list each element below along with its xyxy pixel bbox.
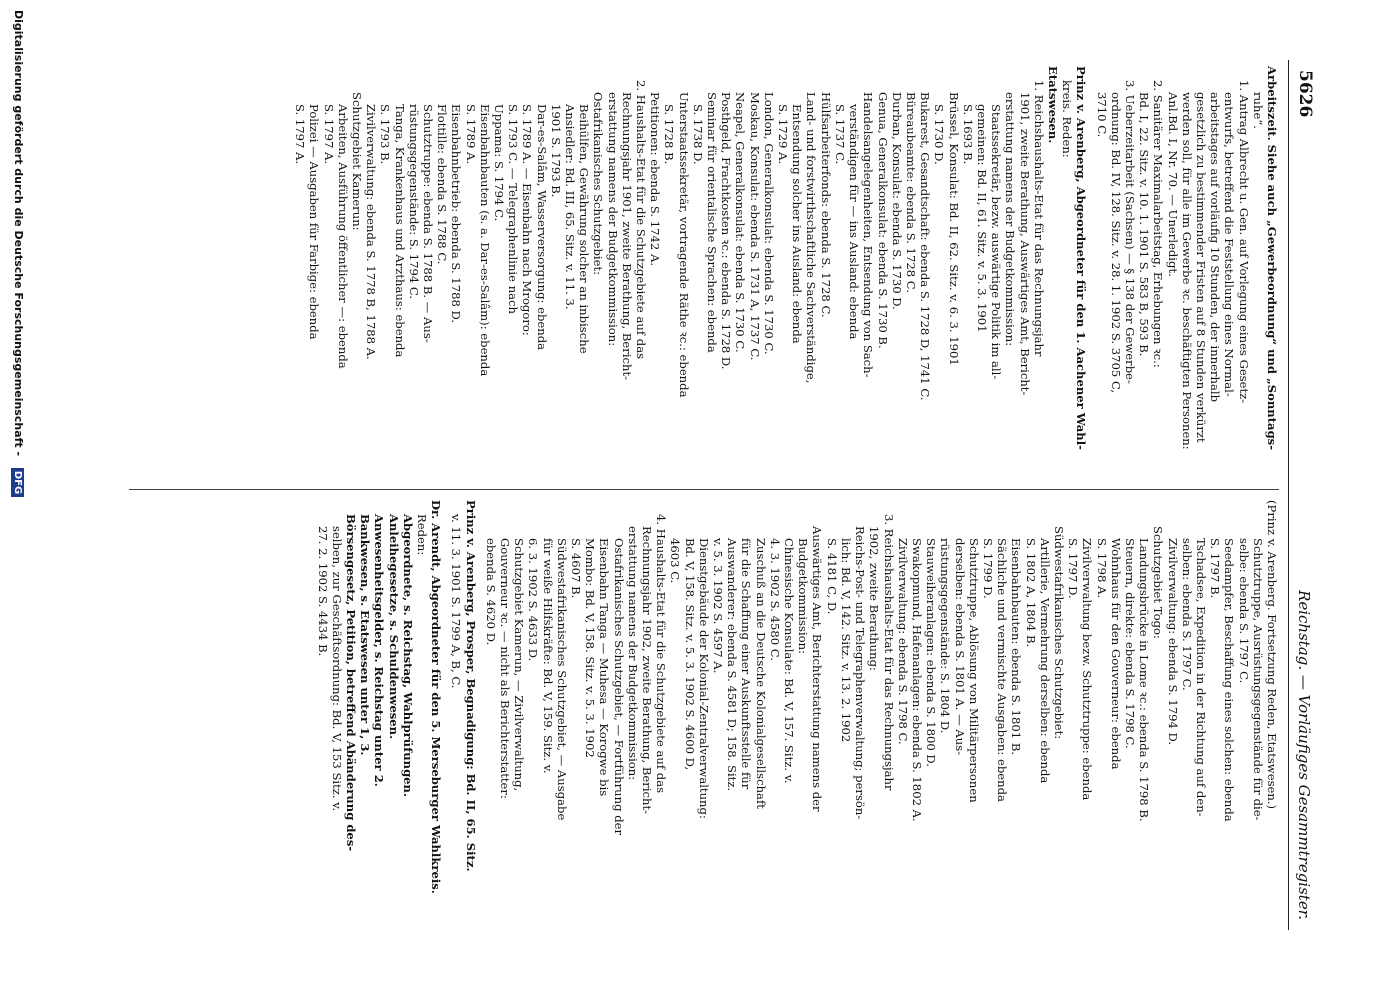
index-line: Ansiedler: Bd. III, 65. Sitz. v. 11. 3. bbox=[563, 104, 578, 310]
index-line: ebenda S. 4620 D. bbox=[483, 538, 498, 646]
index-line: v. 11. 3. 1901 S. 1799 A, B, C. bbox=[449, 514, 464, 689]
index-line: Reichs-Post- und Telegraphenverwaltung; persön- bbox=[853, 526, 868, 820]
index-line: Schutzgebiet Togo: bbox=[1151, 526, 1166, 639]
index-line: Südwestafrikanisches Schutzgebiet: bbox=[1051, 526, 1066, 740]
index-line: für die Schaffung einer Auskunftsstelle für bbox=[739, 538, 754, 790]
index-line: Mombo: Bd. V, 158. Sitz. v. 5. 3. 1902 bbox=[583, 538, 598, 758]
index-line: Chinesische Konsulate: Bd. V, 157. Sitz. v. bbox=[782, 538, 797, 784]
index-line: gesetzlich zu bestimmender Fristen auf 8 Stunden verkürzt bbox=[1193, 92, 1208, 443]
index-line: S. 4181 C, D. bbox=[824, 538, 839, 615]
index-line: Prinz v. Arenberg, Abgeordneter für den 1. Aachener Wahl- bbox=[1074, 66, 1089, 450]
index-line: Eisenbahnbauten (s. a. Dar-es-Salâm): ebenda bbox=[477, 104, 492, 377]
index-line: S. 1797 A. bbox=[321, 104, 336, 165]
index-line: 1. Reichshaushalts-Etat für das Rechnungsjahr bbox=[1031, 80, 1046, 357]
index-line: S. 1737 C. bbox=[832, 104, 847, 165]
index-line: Ostafrikanisches Schutzgebiet, — Fortführung der bbox=[611, 538, 626, 836]
index-line: Arbeitszeit. Siehe auch „Gewerbeordnung“ und „Sonntags- bbox=[1265, 66, 1279, 451]
index-line: Dar-es-Salâm, Wasserversorgung: ebenda bbox=[534, 104, 549, 351]
index-line: Dr. Arendt, Abgeordneter für den 5. Merseburger Wahlkreis. bbox=[429, 500, 444, 894]
index-line: Auswärtiges Amt, Berichterstattung namens der bbox=[810, 526, 825, 812]
index-line: Schutzgebiet Kamerun, — Zivilverwaltung, bbox=[512, 538, 527, 792]
index-line: Südwestafrikanisches Schutzgebiet, — Ausgabe bbox=[554, 538, 569, 821]
index-line: lich: Bd. V, 142. Sitz. v. 13. 2. 1902 bbox=[838, 538, 853, 743]
index-line: arbeitstages auf vorläufig 10 Stunden, der innerhalb bbox=[1208, 92, 1223, 403]
index-line: Eisenbahnbauten: ebenda S. 1801 B. bbox=[1009, 538, 1024, 756]
index-line: S. 4607 B. bbox=[569, 538, 584, 599]
index-line: 27. 2. 1902 S. 4434 B. bbox=[315, 526, 330, 657]
index-line: S. 1730 D. bbox=[932, 104, 947, 165]
credit-text: Digitalisierung gefördert durch die Deutsche Forschungsgemeinschaft - bbox=[12, 10, 25, 457]
index-line: erstattung namens der Budgetkommission: bbox=[625, 526, 640, 781]
index-line: Beihülfen, Gewährung solcher an inbische bbox=[577, 104, 592, 354]
index-line: Bd. I, 22. Sitz. v. 10. 1. 1901 S. 583 B, 593 B. bbox=[1137, 92, 1152, 357]
index-line: Entsendung solcher ins Ausland: ebenda bbox=[790, 104, 805, 344]
index-line: Unterstaatssekretär, vortragende Räthe ꝛc.: ebenda bbox=[676, 92, 691, 398]
index-line: Anleihegesetze, s. Schuldenwesen. bbox=[386, 514, 401, 740]
index-line: Rechnungsjahr 1902, zweite Berathung, Bericht- bbox=[640, 526, 655, 815]
index-line: Brüssel, Konsulat: Bd. II, 62. Sitz. v. 6. 3. 1901 bbox=[946, 92, 961, 366]
index-line: Etatswesen. bbox=[1045, 66, 1060, 144]
index-line: Landungsbrücke in Lome ꝛc.: ebenda S. 1798 B. bbox=[1137, 538, 1152, 822]
right-column bbox=[315, 500, 1279, 920]
index-line: Schutztruppe: ebenda S. 1788 B. — Aus- bbox=[421, 104, 436, 343]
index-line: 4603 C. bbox=[668, 538, 683, 584]
index-line: S. 1738 D. bbox=[690, 104, 705, 165]
index-line: rüstungsgegenstände: S. 1794 C. bbox=[406, 104, 421, 300]
index-line: Zivilverwaltung: ebenda S. 1798 C. bbox=[895, 538, 910, 745]
index-line: ordnung: Bd. IV, 128. Sitz. v. 28. 1. 1902 S. 3705 C, bbox=[1108, 92, 1123, 394]
index-line: Stauweiheranlagen: ebenda S. 1800 D. bbox=[924, 538, 939, 767]
index-line: Eisenbahnbetrieb: ebenda S. 1788 D. bbox=[449, 104, 464, 324]
index-line: Petitionen: ebenda S. 1742 A. bbox=[648, 92, 663, 267]
index-line: Büreaubeamte: ebenda S. 1728 C. bbox=[903, 92, 918, 293]
index-line: Posthgeld, Frachtkosten ꝛc.: ebenda S. 1728 D. bbox=[719, 92, 734, 370]
index-line: 2. Sanitärer Maximalarbeitstag, Erhebungen ꝛc.: bbox=[1151, 80, 1166, 368]
index-line: Artillerie, Vermehrung derselben: ebenda bbox=[1037, 538, 1052, 784]
index-line: Arbeiten, Ausführung öffentlicher —: ebenda bbox=[335, 104, 350, 369]
index-line: Land- und forstwirthschaftliche Sachverständige, bbox=[804, 92, 819, 384]
index-line: verständigen für — ins Ausland: ebenda bbox=[847, 104, 862, 340]
index-line: selben: ebenda S. 1797 C. bbox=[1179, 538, 1194, 691]
column-divider bbox=[129, 489, 1279, 490]
entry-gap bbox=[478, 500, 484, 920]
index-line: v. 5. 3. 1902 S. 4597 A. bbox=[711, 538, 726, 674]
index-line: Börsengesetz, Petition, betreffend Abänderung des- bbox=[344, 514, 358, 852]
index-line: 6. 3. 1902 S. 4633 D. bbox=[526, 538, 541, 662]
index-line: S. 1728 B. bbox=[662, 104, 677, 165]
index-line: Anl.Bd. I, Nr. 70. — Unerledigt. bbox=[1165, 92, 1180, 277]
digitization-credit bbox=[7, 10, 25, 990]
index-line: Zivilverwaltung: ebenda S. 1778 B, 1788 A. bbox=[364, 104, 379, 360]
index-line: Tschadsee, Expedition in der Richtung auf den- bbox=[1193, 538, 1208, 817]
index-line: 1901, zweite Berathung, Auswärtiges Amt, Bericht- bbox=[1017, 92, 1032, 396]
index-line: 4. 3. 1902 S. 4580 C. bbox=[767, 538, 782, 661]
index-line: Zivilverwaltung bezw. Schutztruppe: ebenda bbox=[1080, 538, 1095, 801]
index-line: (Prinz v. Arenberg. Fortsetzung Reden, Etatswesen.) bbox=[1265, 500, 1279, 810]
index-line: 3. Reichshaushalts-Etat für das Rechnungsjahr bbox=[881, 514, 896, 791]
index-line: rüstungsgegenstände: S. 1804 D. bbox=[938, 538, 953, 734]
index-line: S. 1793 B. bbox=[378, 104, 393, 165]
index-line: Rechnungsjahr 1901, zweite Berathung, Bericht- bbox=[619, 92, 634, 381]
index-line: S. 1798 A. bbox=[1094, 538, 1109, 599]
index-line: 1902, zweite Berathung: bbox=[867, 526, 882, 671]
index-line: S. 1693 B. bbox=[960, 104, 975, 165]
index-line: Durban, Konsulat: ebenda S. 1730 D. bbox=[889, 92, 904, 310]
index-line: Seminar für orientalische Sprachen: ebenda bbox=[705, 92, 720, 353]
index-line: Auswanderer: ebenda S. 4581 D; 158. Sitz. bbox=[725, 538, 740, 792]
index-line: Schutztruppe, Ablösung von Militärpersonen bbox=[966, 538, 981, 803]
index-line: Eisenbahn Tanga — Muhesa — Korogwe bis bbox=[597, 538, 612, 797]
index-line: erstattung namens der Budgetkommission: bbox=[605, 92, 620, 347]
index-line: erstattung namens der Budgetkommission: bbox=[1003, 92, 1018, 347]
index-line: S. 1797 B. bbox=[1208, 538, 1223, 599]
index-line: S. 1729 A. bbox=[776, 104, 791, 165]
index-line: Swakopmund, Hafenanlagen: ebenda S. 1802 A. bbox=[909, 538, 924, 822]
index-line: Dienstgebäude der Kolonial-Zentralverwaltung: bbox=[696, 538, 711, 819]
index-line: Steuern, direkte: ebenda S. 1798 C. bbox=[1122, 538, 1137, 749]
index-line: Ostafrikanisches Schutzgebiet: bbox=[591, 92, 606, 276]
running-title: Reichstag. — Vorläufiges Gesammtregister. bbox=[1295, 590, 1313, 920]
left-column bbox=[293, 66, 1279, 486]
index-line: selben, zur Geschäftsordnung: Bd. V, 153 Sitz. v. bbox=[329, 526, 344, 812]
index-line: Zuschuß an die Deutsche Kolonialgesellschaft bbox=[753, 538, 768, 809]
index-line: werden soll, für alle im Gewerbe ꝛc. beschäftigten Personen: bbox=[1179, 92, 1194, 450]
index-line: Polizei — Ausgaben für Farbige: ebenda bbox=[307, 104, 322, 340]
page-number: 5626 bbox=[1295, 70, 1315, 118]
index-line: gemeinen: Bd. II, 61. Sitz. v. 5. 3. 1901 bbox=[974, 104, 989, 333]
index-line: S. 1799 D. bbox=[980, 538, 995, 599]
index-line: Handelsangelegenheiten, Entsendung von Sach- bbox=[861, 92, 876, 378]
index-line: Gouverneur ꝛc. — nicht als Berichterstatter: bbox=[498, 538, 513, 799]
index-line: Schutzgebiet Kamerun: bbox=[350, 92, 364, 231]
index-line: derselben: ebenda S. 1801 A. — Aus- bbox=[952, 538, 967, 756]
index-line: Genua, Generalkonsulat: ebenda S. 1730 B. bbox=[875, 92, 890, 349]
index-line: Neapel, Generalkonsulat: ebenda S. 1730 C. bbox=[733, 92, 748, 353]
index-line: S. 1789 A. bbox=[463, 104, 478, 165]
index-line: Budgetkommission: bbox=[796, 538, 811, 655]
index-line: Moskau, Konsulat: ebenda S. 1731 A, 1737 C. bbox=[747, 92, 762, 361]
index-line: Sächliche und vermischte Ausgaben: ebenda bbox=[995, 538, 1010, 802]
index-line: Bd. V, 158. Sitz. v. 5. 3. 1902 S. 4600 D, bbox=[682, 538, 697, 771]
dfg-logo: DFG bbox=[12, 468, 25, 497]
index-line: kreis. Reden: bbox=[1060, 80, 1075, 158]
index-line: S. 1802 A, 1804 B. bbox=[1023, 538, 1038, 648]
page-header bbox=[1288, 60, 1317, 930]
index-line: 3710 C. bbox=[1094, 92, 1109, 138]
index-line: Abgeordnete, s. Reichstag, Wahlprüfungen. bbox=[400, 514, 415, 798]
index-line: Wohnhaus für den Gouverneur: ebenda bbox=[1108, 538, 1123, 770]
index-line: Prinz v. Arenberg, Prosper, Begnadigung: Bd. II, 65. Sitz. bbox=[463, 500, 478, 872]
index-line: Staatssekretär, bezw. auswärtige Politik im all- bbox=[989, 104, 1004, 380]
index-line: Anwesenheitsgelder, s. Reichstag unter 2. bbox=[372, 514, 387, 787]
index-line: 3. Ueberzeitarbeit (Sachsen) — § 138 der Gewerbe- bbox=[1122, 80, 1137, 384]
index-line: 4. Haushalts-Etat für die Schutzgebiete auf das bbox=[654, 514, 669, 794]
index-line: S. 1793 C. — Telegraphenlinie nach bbox=[506, 104, 521, 315]
index-line: Seedampfer, Beschaffung eines solchen: ebenda bbox=[1222, 538, 1237, 822]
index-line: London, Generalkonsulat: ebenda S. 1730 C. bbox=[761, 92, 776, 355]
index-line: für weiße Hilfskräfte: Bd. V, 159. Sitz. v. bbox=[540, 538, 555, 774]
index-line: 1. Antrag Albrecht u. Gen. auf Vorlegung eines Gesetz- bbox=[1236, 80, 1251, 404]
index-line: selbe: ebenda S. 1797 C. bbox=[1236, 538, 1251, 684]
index-line: Tanga, Krankenhaus und Arzthaus: ebenda bbox=[392, 104, 407, 358]
index-line: S. 1797 A. bbox=[293, 104, 308, 165]
index-line: Bukarest, Gesandtschaft: ebenda S. 1728 D, 1741 C. bbox=[918, 92, 933, 401]
index-line: Zivilverwaltung: ebenda S. 1794 D. bbox=[1165, 538, 1180, 746]
index-line: Reden: bbox=[415, 514, 430, 556]
index-line: 1901 S. 1793 B. bbox=[548, 104, 563, 198]
index-line: Hülfsarbeiterfonds: ebenda S. 1728 C. bbox=[818, 92, 833, 318]
index-line: S. 1797 D. bbox=[1066, 538, 1081, 599]
index-line: Bankwesen, s. Etatswesen unter 1, 3. bbox=[358, 514, 373, 756]
index-line: Schutztruppe, Ausrüstungsgegenstände für die- bbox=[1250, 538, 1265, 821]
index-line: Flottille: ebenda S. 1788 C. bbox=[435, 104, 450, 265]
index-line: entwurfs, betreffend die Feststellung eines Normal- bbox=[1222, 92, 1237, 397]
index-line: 2. Haushalts-Etat für die Schutzgebiete auf das bbox=[634, 80, 649, 360]
index-line: S. 1789 A. — Eisenbahn nach Mrogoro: bbox=[520, 104, 535, 336]
index-line: Uppama: S. 1794 C. bbox=[492, 104, 507, 222]
index-line: ruhe“. bbox=[1250, 92, 1265, 129]
